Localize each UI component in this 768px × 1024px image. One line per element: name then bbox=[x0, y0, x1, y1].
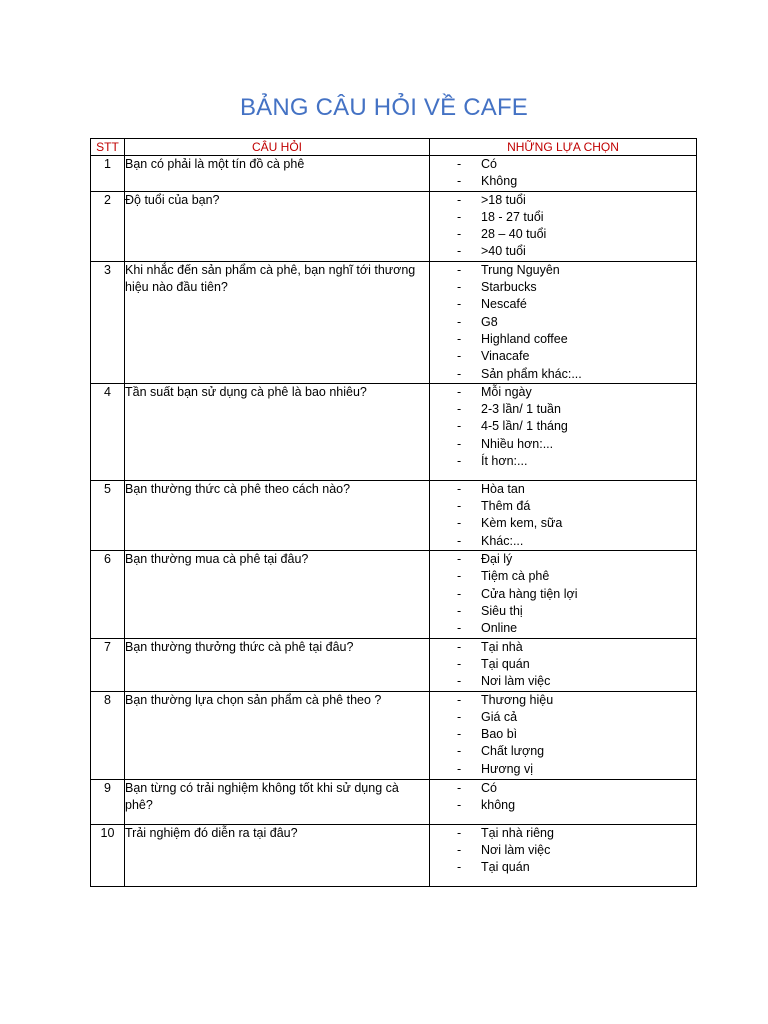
table-row bbox=[91, 191, 697, 261]
option-item bbox=[430, 692, 696, 709]
option-label: Chất lượng bbox=[481, 744, 545, 759]
option-item bbox=[430, 209, 696, 226]
option-item bbox=[430, 348, 696, 365]
option-item bbox=[430, 780, 696, 797]
option-label: Trung Nguyên bbox=[481, 262, 560, 277]
question-text: Bạn từng có trải nghiệm không tốt khi sử dụng cà phê? bbox=[125, 779, 430, 824]
dash-bullet-icon: - bbox=[457, 860, 462, 875]
option-label: Mỗi ngày bbox=[481, 384, 532, 399]
dash-bullet-icon: - bbox=[457, 825, 462, 840]
dash-bullet-icon: - bbox=[457, 192, 462, 207]
dash-bullet-icon: - bbox=[457, 586, 462, 601]
option-label: Khác:... bbox=[481, 533, 524, 548]
option-item bbox=[430, 314, 696, 331]
dash-bullet-icon: - bbox=[457, 569, 462, 584]
option-item bbox=[430, 842, 696, 859]
dash-bullet-icon: - bbox=[457, 621, 462, 636]
option-label: Ít hơn:... bbox=[481, 454, 528, 469]
options-cell bbox=[430, 779, 697, 824]
header-options: NHỮNG LỰA CHỌN bbox=[430, 139, 697, 156]
options-list bbox=[430, 384, 696, 470]
option-label: Tiệm cà phê bbox=[481, 569, 550, 584]
options-cell bbox=[430, 261, 697, 383]
row-number: 10 bbox=[91, 824, 125, 886]
dash-bullet-icon: - bbox=[457, 262, 462, 277]
dash-bullet-icon: - bbox=[457, 209, 462, 224]
row-number: 7 bbox=[91, 638, 125, 691]
question-text: Tần suất bạn sử dụng cà phê là bao nhiêu? bbox=[125, 383, 430, 480]
table-row bbox=[91, 261, 697, 383]
dash-bullet-icon: - bbox=[457, 349, 462, 364]
options-list bbox=[430, 481, 696, 550]
dash-bullet-icon: - bbox=[457, 603, 462, 618]
option-label: Cửa hàng tiện lợi bbox=[481, 586, 578, 601]
option-label: 18 - 27 tuổi bbox=[481, 209, 544, 224]
options-cell bbox=[430, 691, 697, 779]
options-list bbox=[430, 692, 696, 778]
dash-bullet-icon: - bbox=[457, 656, 462, 671]
header-question: CÂU HỎI bbox=[125, 139, 430, 156]
option-label: Có bbox=[481, 780, 497, 795]
option-label: Nơi làm việc bbox=[481, 842, 551, 857]
options-list bbox=[430, 551, 696, 637]
question-text: Trải nghiệm đó diễn ra tại đâu? bbox=[125, 824, 430, 886]
option-item bbox=[430, 709, 696, 726]
option-item bbox=[430, 401, 696, 418]
dash-bullet-icon: - bbox=[457, 384, 462, 399]
option-label: Nhiều hơn:... bbox=[481, 436, 554, 451]
row-number: 2 bbox=[91, 191, 125, 261]
option-label: >40 tuổi bbox=[481, 244, 526, 259]
option-item bbox=[430, 192, 696, 209]
option-label: Bao bì bbox=[481, 727, 518, 742]
row-number: 3 bbox=[91, 261, 125, 383]
table-row bbox=[91, 551, 697, 638]
dash-bullet-icon: - bbox=[457, 533, 462, 548]
options-list bbox=[430, 192, 696, 261]
option-item bbox=[430, 418, 696, 435]
option-item bbox=[430, 481, 696, 498]
dash-bullet-icon: - bbox=[457, 297, 462, 312]
options-cell bbox=[430, 824, 697, 886]
question-text: Bạn thường lựa chọn sản phẩm cà phê theo ? bbox=[125, 691, 430, 779]
options-cell bbox=[430, 638, 697, 691]
options-cell bbox=[430, 191, 697, 261]
option-item bbox=[430, 551, 696, 568]
dash-bullet-icon: - bbox=[457, 331, 462, 346]
row-number: 4 bbox=[91, 383, 125, 480]
question-text: Khi nhắc đến sản phẩm cà phê, bạn nghĩ tới thương hiệu nào đầu tiên? bbox=[125, 261, 430, 383]
option-label: Kèm kem, sữa bbox=[481, 516, 563, 531]
option-label: Giá cả bbox=[481, 709, 518, 724]
option-item bbox=[430, 156, 696, 173]
option-item bbox=[430, 639, 696, 656]
row-number: 5 bbox=[91, 480, 125, 550]
survey-body bbox=[91, 156, 697, 887]
option-label: Hương vị bbox=[481, 761, 533, 776]
option-label: 28 – 40 tuổi bbox=[481, 227, 547, 242]
options-list bbox=[430, 780, 696, 815]
option-item bbox=[430, 243, 696, 260]
options-list bbox=[430, 825, 696, 877]
table-row bbox=[91, 383, 697, 480]
dash-bullet-icon: - bbox=[457, 797, 462, 812]
question-text: Bạn thường thưởng thức cà phê tại đâu? bbox=[125, 638, 430, 691]
table-row bbox=[91, 824, 697, 886]
option-item bbox=[430, 673, 696, 690]
table-row bbox=[91, 156, 697, 192]
option-item bbox=[430, 656, 696, 673]
options-cell bbox=[430, 480, 697, 550]
row-number: 9 bbox=[91, 779, 125, 824]
dash-bullet-icon: - bbox=[457, 280, 462, 295]
option-label: Vinacafe bbox=[481, 349, 530, 364]
dash-bullet-icon: - bbox=[457, 419, 462, 434]
option-item bbox=[430, 331, 696, 348]
question-text: Bạn có phải là một tín đồ cà phê bbox=[125, 156, 430, 192]
option-item bbox=[430, 498, 696, 515]
row-number: 8 bbox=[91, 691, 125, 779]
option-label: Highland coffee bbox=[481, 331, 568, 346]
option-label: không bbox=[481, 797, 516, 812]
option-item bbox=[430, 726, 696, 743]
option-item bbox=[430, 533, 696, 550]
option-label: Tại quán bbox=[481, 860, 530, 875]
header-stt: STT bbox=[91, 139, 125, 156]
option-label: Thêm đá bbox=[481, 499, 531, 514]
dash-bullet-icon: - bbox=[457, 481, 462, 496]
dash-bullet-icon: - bbox=[457, 727, 462, 742]
options-list bbox=[430, 262, 696, 383]
option-label: >18 tuổi bbox=[481, 192, 526, 207]
option-item bbox=[430, 761, 696, 778]
option-item bbox=[430, 296, 696, 313]
option-label: 2-3 lần/ 1 tuần bbox=[481, 402, 561, 417]
option-item bbox=[430, 743, 696, 760]
dash-bullet-icon: - bbox=[457, 516, 462, 531]
option-item bbox=[430, 262, 696, 279]
table-row bbox=[91, 691, 697, 779]
row-number: 6 bbox=[91, 551, 125, 638]
option-label: Có bbox=[481, 157, 497, 171]
options-list bbox=[430, 156, 696, 191]
table-row bbox=[91, 480, 697, 550]
dash-bullet-icon: - bbox=[457, 366, 462, 381]
option-item bbox=[430, 436, 696, 453]
option-label: Nơi làm việc bbox=[481, 674, 551, 689]
option-item bbox=[430, 568, 696, 585]
option-label: Sản phẩm khác:... bbox=[481, 366, 582, 381]
option-label: Online bbox=[481, 621, 518, 636]
options-list bbox=[430, 639, 696, 691]
option-label: Đại lý bbox=[481, 552, 513, 567]
option-item bbox=[430, 586, 696, 603]
option-label: G8 bbox=[481, 314, 498, 329]
option-label: Tại quán bbox=[481, 656, 530, 671]
options-cell bbox=[430, 156, 697, 192]
dash-bullet-icon: - bbox=[457, 436, 462, 451]
option-item bbox=[430, 797, 696, 814]
option-item bbox=[430, 226, 696, 243]
dash-bullet-icon: - bbox=[457, 744, 462, 759]
dash-bullet-icon: - bbox=[457, 842, 462, 857]
option-label: Siêu thị bbox=[481, 603, 523, 618]
question-text: Bạn thường mua cà phê tại đâu? bbox=[125, 551, 430, 638]
option-item bbox=[430, 620, 696, 637]
option-item bbox=[430, 859, 696, 876]
option-item bbox=[430, 825, 696, 842]
option-item bbox=[430, 453, 696, 470]
survey-table bbox=[90, 138, 697, 887]
table-row bbox=[91, 779, 697, 824]
dash-bullet-icon: - bbox=[457, 692, 462, 707]
dash-bullet-icon: - bbox=[457, 402, 462, 417]
dash-bullet-icon: - bbox=[457, 552, 462, 567]
dash-bullet-icon: - bbox=[457, 639, 462, 654]
option-item bbox=[430, 279, 696, 296]
dash-bullet-icon: - bbox=[457, 314, 462, 329]
option-label: Thương hiệu bbox=[481, 692, 554, 707]
option-label: Starbucks bbox=[481, 280, 537, 295]
dash-bullet-icon: - bbox=[457, 780, 462, 795]
option-label: Không bbox=[481, 174, 518, 189]
dash-bullet-icon: - bbox=[457, 709, 462, 724]
option-label: Tại nhà riêng bbox=[481, 825, 554, 840]
page-title: BẢNG CÂU HỎI VỀ CAFE bbox=[239, 94, 529, 121]
row-number: 1 bbox=[91, 156, 125, 192]
dash-bullet-icon: - bbox=[457, 157, 462, 171]
dash-bullet-icon: - bbox=[457, 761, 462, 776]
option-item bbox=[430, 366, 696, 383]
dash-bullet-icon: - bbox=[457, 499, 462, 514]
option-label: Hòa tan bbox=[481, 481, 525, 496]
dash-bullet-icon: - bbox=[457, 174, 462, 189]
options-cell bbox=[430, 383, 697, 480]
option-item bbox=[430, 603, 696, 620]
table-row bbox=[91, 638, 697, 691]
dash-bullet-icon: - bbox=[457, 674, 462, 689]
table-header-row bbox=[91, 139, 697, 156]
question-text: Độ tuổi của bạn? bbox=[125, 191, 430, 261]
option-label: 4-5 lần/ 1 tháng bbox=[481, 419, 568, 434]
option-item bbox=[430, 515, 696, 532]
option-label: Tại nhà bbox=[481, 639, 523, 654]
option-label: Nescafé bbox=[481, 297, 527, 312]
question-text: Bạn thường thức cà phê theo cách nào? bbox=[125, 480, 430, 550]
option-item bbox=[430, 173, 696, 190]
dash-bullet-icon: - bbox=[457, 227, 462, 242]
option-item bbox=[430, 384, 696, 401]
dash-bullet-icon: - bbox=[457, 454, 462, 469]
options-cell bbox=[430, 551, 697, 638]
dash-bullet-icon: - bbox=[457, 244, 462, 259]
